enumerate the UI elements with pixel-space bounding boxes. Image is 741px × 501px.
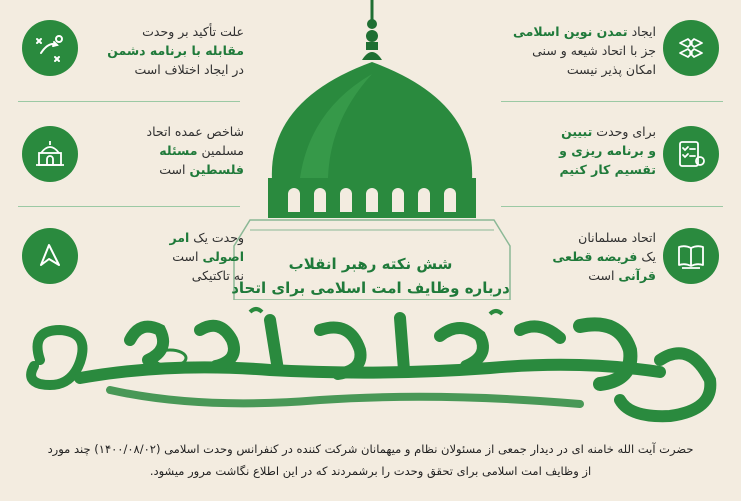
subtitle-line-1: شش نکته رهبر انقلاب — [288, 255, 453, 273]
quran-icon — [663, 228, 719, 284]
subtitle — [215, 252, 526, 300]
footer-line-1: حضرت آیت الله خامنه ای در دیدار جمعی از مسئولان نظام و میهمانان شرکت کننده در کنفرانس وحدت اسلامی (۱۴۰۰/۰۸/۰۲) چند مورد — [47, 442, 694, 456]
right-point-3-highlight-1: فریضه قطعی — [552, 249, 638, 264]
right-point-1 — [488, 22, 656, 79]
left-point-2-line-2: مسلمین مسئله — [159, 143, 244, 158]
left-point-1-line-2: مقابله با برنامه دشمن — [107, 43, 244, 58]
mosque-icon — [22, 126, 78, 182]
strategy-icon — [22, 20, 78, 76]
checklist-icon — [663, 126, 719, 182]
hands-unity-icon — [663, 20, 719, 76]
left-point-2-line-1: شاخص عمده اتحاد — [146, 124, 244, 139]
left-point-2-highlight-1: مسئله — [159, 143, 198, 158]
left-point-1-line-3: در ایجاد اختلاف است — [134, 62, 244, 77]
divider-left-1 — [18, 101, 240, 102]
compass-icon — [22, 228, 78, 284]
divider-right-1 — [501, 101, 723, 102]
right-point-1-highlight: تمدن نوین اسلامی — [513, 24, 628, 39]
left-point-1 — [96, 22, 244, 79]
footer-caption — [14, 438, 727, 482]
left-point-2-highlight-2: فلسطین — [189, 162, 244, 177]
right-point-1-line-3: امکان پذیر نیست — [566, 62, 656, 77]
divider-right-2 — [501, 206, 723, 207]
right-point-3-line-1: اتحاد مسلمانان — [578, 230, 656, 245]
left-point-3-highlight-1: امر — [169, 230, 190, 245]
divider-left-2 — [18, 206, 240, 207]
left-point-2 — [96, 122, 244, 179]
left-point-3-line-3: نه تاکتیکی — [191, 268, 244, 283]
right-point-2 — [488, 122, 656, 179]
right-point-3-line-3: قرآنی است — [588, 268, 656, 283]
right-point-2-highlight-1: تبیین — [561, 124, 593, 139]
right-point-2-line-1: برای وحدت تبیین — [561, 124, 656, 139]
left-point-3-line-2: اصولی است — [172, 249, 244, 264]
right-point-1-line-1: ایجاد تمدن نوین اسلامی — [513, 24, 656, 39]
left-point-1-line-1: علت تأکید بر وحدت — [142, 24, 244, 39]
right-point-3-highlight-2: قرآنی — [618, 268, 656, 283]
right-point-1-line-2: جز با اتحاد شیعه و سنی — [532, 43, 656, 58]
left-point-3-line-1: وحدت یک امر — [169, 230, 244, 245]
subtitle-line-2: درباره وظایف امت اسلامی برای اتحاد — [231, 279, 510, 297]
footer-line-2: از وظایف امت اسلامی برای تحقق وحدت را برشمردند که در این اطلاع نگاشت مرور میشود. — [149, 464, 592, 478]
calligraphy-title — [20, 300, 720, 430]
left-point-2-line-3: فلسطین است — [159, 162, 244, 177]
right-point-2-line-3: تقسیم کار کنیم — [559, 162, 656, 177]
right-point-2-line-2: و برنامه ریزی و — [559, 143, 656, 158]
right-point-3-line-2: یک فریضه قطعی — [552, 249, 656, 264]
left-point-3-highlight-2: اصولی — [202, 249, 244, 264]
